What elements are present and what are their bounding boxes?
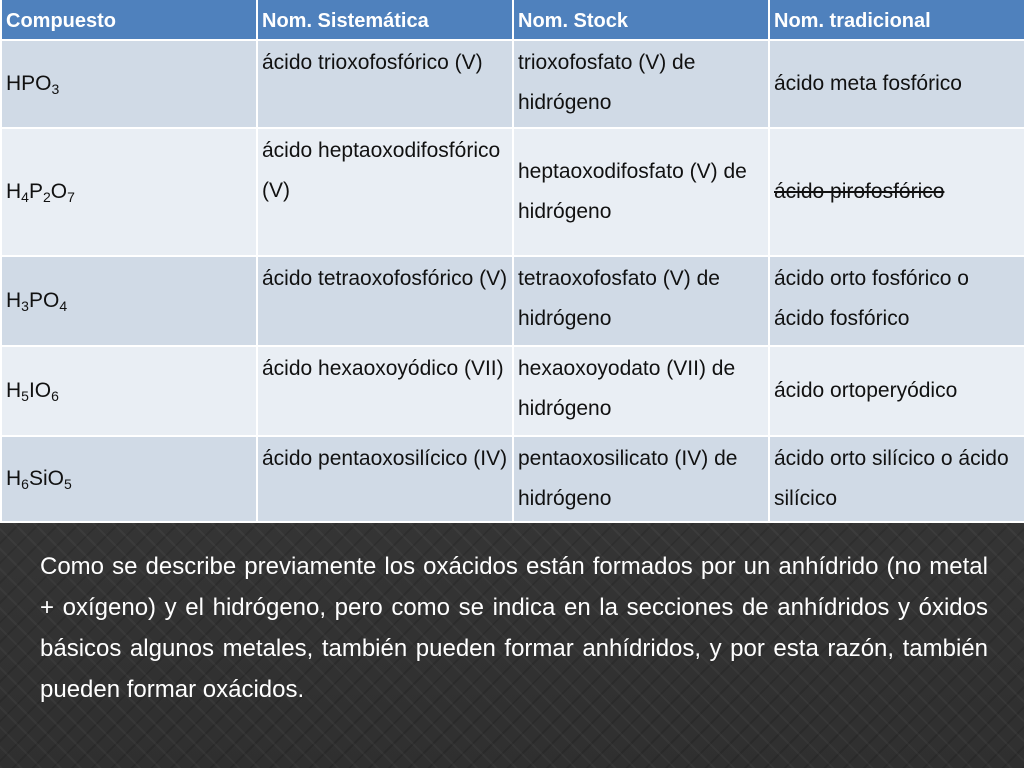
formula-subscript: 6 (21, 476, 29, 492)
traditional-name-cell: ácido ortoperyódico (769, 346, 1024, 436)
stock-name-cell: pentaoxosilicato (IV) de hidrógeno (513, 436, 769, 522)
compound-cell (1, 256, 257, 346)
traditional-name-cell: ácido orto fosfórico o ácido fosfórico (769, 256, 1024, 346)
systematic-name-cell: ácido heptaoxodifosfórico (V) (257, 128, 513, 256)
formula-subscript: 7 (67, 189, 75, 205)
formula-subscript: 3 (51, 81, 60, 97)
header-nom-stock: Nom. Stock (513, 0, 769, 40)
table-header-row (1, 0, 1024, 40)
traditional-name-cell: ácido meta fosfórico (769, 40, 1024, 128)
stock-name-cell: trioxofosfato (V) de hidrógeno (513, 40, 769, 128)
table-row (1, 256, 1024, 346)
table-row (1, 128, 1024, 256)
traditional-name-cell: ácido orto silícico o ácido silícico (769, 436, 1024, 522)
compound-cell (1, 40, 257, 128)
stock-name-cell: hexaoxoyodato (VII) de hidrógeno (513, 346, 769, 436)
formula-symbol: H (6, 289, 22, 312)
compound-cell (1, 346, 257, 436)
systematic-name-cell: ácido tetraoxofosfórico (V) (257, 256, 513, 346)
formula-symbol: H (6, 379, 22, 402)
formula-symbol: IO (28, 379, 52, 402)
formula-symbol: PO (28, 289, 60, 312)
table-row (1, 40, 1024, 128)
formula-symbol: H (6, 467, 22, 490)
traditional-name-cell: ácido pirofosfórico (769, 128, 1024, 256)
compound-cell (1, 436, 257, 522)
formula-subscript: 5 (21, 388, 29, 404)
formula-symbol: SiO (28, 467, 64, 490)
formula-symbol: HPO (6, 72, 52, 95)
formula-symbol: O (50, 180, 68, 203)
formula-subscript: 6 (51, 388, 59, 404)
table-row (1, 346, 1024, 436)
formula-subscript: 5 (63, 476, 72, 492)
stock-name-cell: heptaoxodifosfato (V) de hidrógeno (513, 128, 769, 256)
formula-subscript: 4 (21, 189, 29, 205)
systematic-name-cell: ácido pentaoxosilícico (IV) (257, 436, 513, 522)
formula-symbol: P (28, 180, 43, 203)
compound-cell (1, 128, 257, 256)
header-nom-sistematica: Nom. Sistemática (257, 0, 513, 40)
explanation-paragraph: Como se describe previamente los oxácidos están formados por un anhídrido (no metal + oxígeno) y el hidrógeno, pero como se indica en la secciones de anhídridos y óxidos básicos algunos metales, también pueden formar anhídridos, y por esta razón, también pueden formar oxácidos. (40, 553, 988, 703)
formula-symbol: H (6, 180, 22, 203)
header-compuesto: Compuesto (1, 0, 257, 40)
systematic-name-cell: ácido trioxofosfórico (V) (257, 40, 513, 128)
systematic-name-cell: ácido hexaoxoyódico (VII) (257, 346, 513, 436)
formula-subscript: 2 (42, 189, 51, 205)
header-nom-tradicional: Nom. tradicional (769, 0, 1024, 40)
formula-subscript: 3 (21, 298, 29, 314)
table-row (1, 436, 1024, 522)
stock-name-cell: tetraoxofosfato (V) de hidrógeno (513, 256, 769, 346)
formula-subscript: 4 (59, 298, 68, 314)
